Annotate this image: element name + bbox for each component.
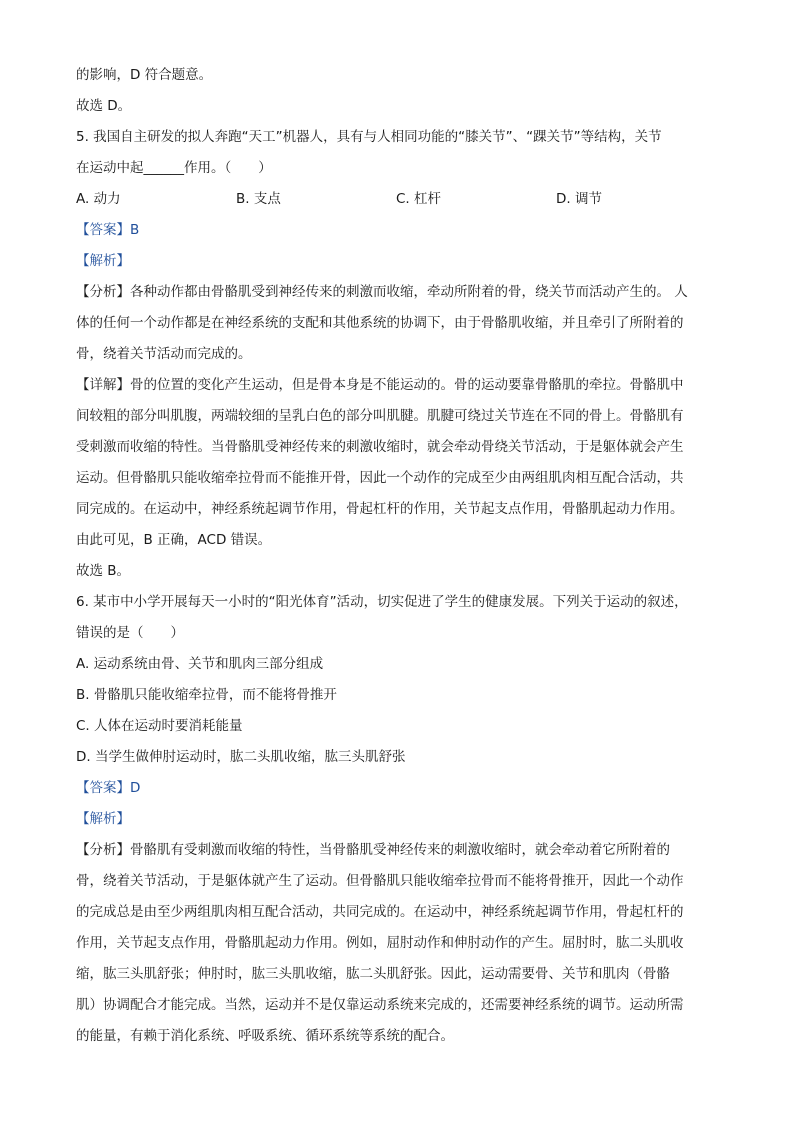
text-line: 骨，绕着关节活动而完成的。 bbox=[76, 346, 252, 362]
text-line: 【详解】骨的位置的变化产生运动，但是骨本身是不能运动的。骨的运动要靠骨骼肌的牵拉。骨骼肌中 bbox=[76, 377, 684, 393]
text-line: D. 当学生做伸肘运动时，肱二头肌收缩，肱三头肌舒张 bbox=[76, 749, 406, 765]
section-label: 【答案】D bbox=[76, 780, 141, 796]
text-line: C. 人体在运动时要消耗能量 bbox=[76, 718, 243, 734]
text-line: 缩，肱三头肌舒张；伸肘时，肱三头肌收缩，肱二头肌舒张。因此，运动需要骨、关节和肌肉（骨骼 bbox=[76, 966, 670, 982]
text-line: 6. 某市中小学开展每天一小时的“阳光体育”活动，切实促进了学生的健康发展。下列关于运动的叙述， bbox=[76, 594, 688, 610]
option-2: C. 杠杆 bbox=[396, 191, 442, 207]
text-line: 5. 我国自主研发的拟人奔跑“天工”机器人，具有与人相同功能的“膝关节”、“踝关节”等结构，关节 bbox=[76, 129, 662, 145]
text-line: 的影响，D 符合题意。 bbox=[76, 67, 213, 83]
document-page bbox=[76, 60, 716, 1052]
section-label: 【解析】 bbox=[76, 811, 130, 827]
text-line: 运动。但骨骼肌只能收缩牵拉骨而不能推开骨，因此一个动作的完成至少由两组肌肉相互配合活动，共 bbox=[76, 470, 684, 486]
text-line: 的能量，有赖于消化系统、呼吸系统、循环系统等系统的配合。 bbox=[76, 1028, 454, 1044]
section-label: 【解析】 bbox=[76, 253, 130, 269]
text-line: 同完成的。在运动中，神经系统起调节作用，骨起杠杆的作用，关节起支点作用，骨骼肌起动力作用。 bbox=[76, 501, 684, 517]
text-line: 在运动中起______作用。（ ） bbox=[76, 160, 272, 176]
text-line: 故选 D。 bbox=[76, 98, 132, 114]
option-0: A. 动力 bbox=[76, 191, 121, 207]
text-line: A. 运动系统由骨、关节和肌肉三部分组成 bbox=[76, 656, 324, 672]
answer-options bbox=[76, 184, 716, 215]
text-line: 错误的是（ ） bbox=[76, 625, 184, 641]
text-line: 作用，关节起支点作用，骨骼肌起动力作用。例如，屈肘动作和伸肘动作的产生。屈肘时，肱二头肌收 bbox=[76, 935, 684, 951]
text-line: 【分析】骨骼肌有受刺激而收缩的特性，当骨骼肌受神经传来的刺激收缩时，就会牵动着它所附着的 bbox=[76, 842, 670, 858]
option-1: B. 支点 bbox=[236, 191, 281, 207]
option-3: D. 调节 bbox=[556, 191, 602, 207]
text-line: 受刺激而收缩的特性。当骨骼肌受神经传来的刺激收缩时，就会牵动骨绕关节活动，于是躯体就会产生 bbox=[76, 439, 684, 455]
text-line: 肌）协调配合才能完成。当然，运动并不是仅靠运动系统来完成的，还需要神经系统的调节。运动所需 bbox=[76, 997, 684, 1013]
text-line: 骨，绕着关节活动，于是躯体就产生了运动。但骨骼肌只能收缩牵拉骨而不能将骨推开，因此一个动作 bbox=[76, 873, 684, 889]
section-label: 【答案】B bbox=[76, 222, 140, 238]
text-line: 间较粗的部分叫肌腹，两端较细的呈乳白色的部分叫肌腱。肌腱可绕过关节连在不同的骨上。骨骼肌有 bbox=[76, 408, 684, 424]
text-line: 由此可见，B 正确，ACD 错误。 bbox=[76, 532, 272, 548]
text-line: 【分析】各种动作都由骨骼肌受到神经传来的刺激而收缩，牵动所附着的骨，绕关节而活动产生的。 人 bbox=[76, 284, 688, 300]
text-line: 故选 B。 bbox=[76, 563, 131, 579]
text-line: 体的任何一个动作都是在神经系统的支配和其他系统的协调下，由于骨骼肌收缩，并且牵引了所附着的 bbox=[76, 315, 684, 331]
text-line: B. 骨骼肌只能收缩牵拉骨，而不能将骨推开 bbox=[76, 687, 337, 703]
text-line: 的完成总是由至少两组肌肉相互配合活动，共同完成的。在运动中，神经系统起调节作用，骨起杠杆的 bbox=[76, 904, 684, 920]
